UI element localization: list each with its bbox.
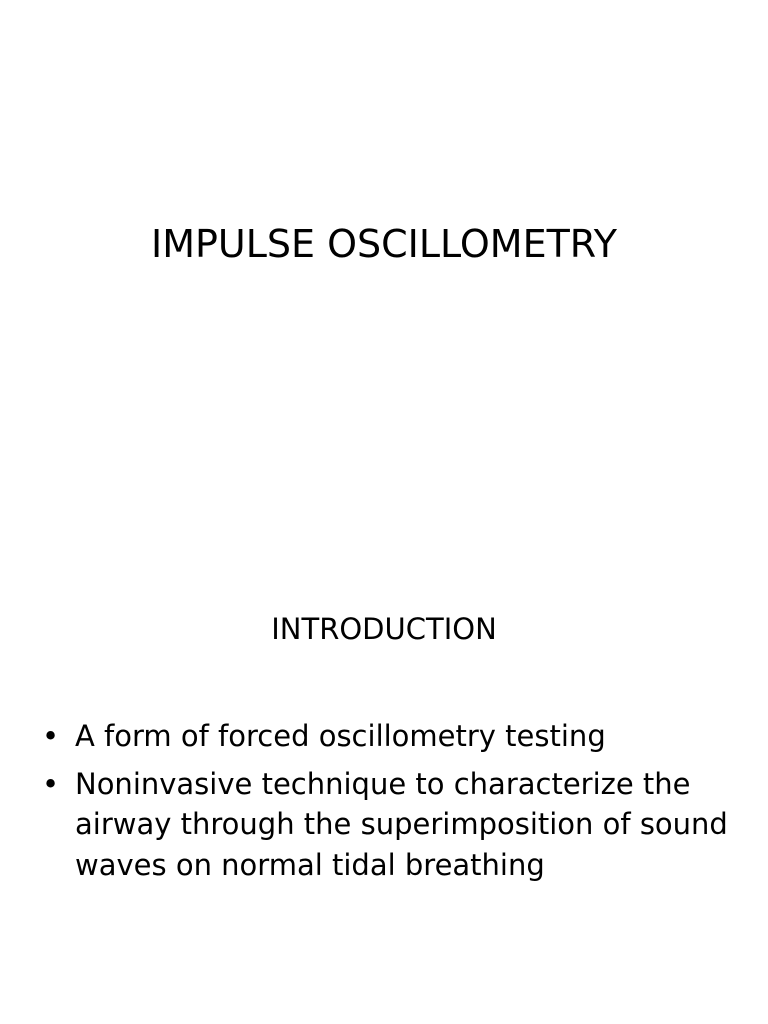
bullet-icon: • — [42, 719, 60, 753]
bullet-text: A form of forced oscillometry testing — [75, 719, 606, 753]
bullet-text: Noninvasive technique to characterize the airway through the superimposition of sound waves on normal tidal breathing — [75, 766, 728, 882]
list-item — [40, 716, 730, 757]
bullet-icon: • — [42, 766, 60, 801]
section-heading: INTRODUCTION — [271, 612, 497, 646]
bullet-list — [40, 716, 730, 892]
slide-title: IMPULSE OSCILLOMETRY — [151, 222, 617, 266]
list-item — [40, 764, 730, 886]
